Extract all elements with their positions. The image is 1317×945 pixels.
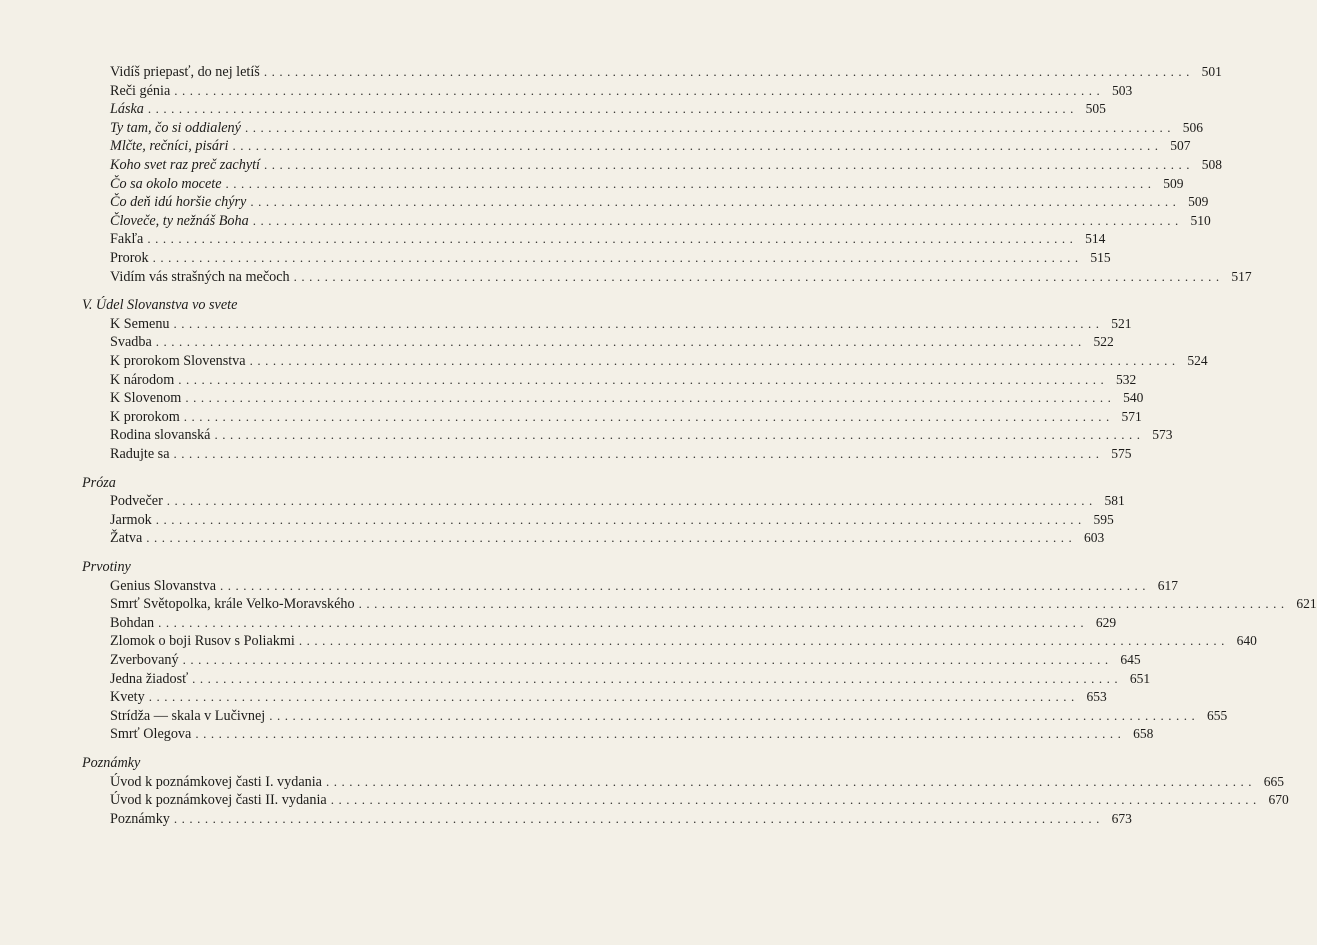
entry-title: Koho svet raz preč zachytí [110,157,260,173]
toc-entry [110,670,1151,688]
entry-page-number: 640 [1236,633,1257,649]
entry-title: Jarmok [110,511,152,528]
dot-leader: ........................................................................................................................ [166,493,1097,509]
dot-leader: ........................................................................................................................ [185,390,1116,406]
entry-title: Prorok [110,250,149,266]
entry-title: Vidíš priepasť, do nej letíš [110,64,260,80]
toc-entry [110,725,1154,743]
entry-page-number: 653 [1086,689,1107,705]
toc-entry [110,63,1222,81]
entry-page-number: 665 [1263,773,1284,789]
dot-leader: ........................................................................................................................ [330,792,1261,808]
entry-title: Čo sa okolo mocete [110,175,222,192]
entry-page-number: 507 [1170,138,1191,154]
toc-entry [110,688,1107,706]
entry-title: Poznámky [110,810,170,827]
toc-entry [110,268,1252,286]
toc-entry [110,315,1132,333]
entry-title: Svadba [110,334,152,351]
toc-entry [110,595,1317,613]
entry-title: Ty tam, čo si oddialený [110,119,241,136]
toc-entry [110,119,1203,137]
dot-leader: ........................................................................................................................ [250,194,1181,210]
dot-leader: ........................................................................................................................ [183,408,1114,424]
toc-entry [110,445,1132,463]
toc-entry [110,333,1114,351]
entry-title: Úvod k poznámkovej časti I. vydania [110,773,322,790]
toc-entry [110,389,1144,407]
dot-leader: ........................................................................................................................ [192,670,1123,686]
toc-entry [110,492,1125,510]
toc-entry [110,529,1105,547]
entry-page-number: 514 [1085,231,1106,247]
entry-page-number: 651 [1129,670,1151,686]
entry-page-number: 510 [1190,212,1211,228]
entry-title: K Slovenom [110,390,182,407]
dot-leader: ........................................................................................................................ [146,530,1077,546]
entry-title: Mlčte, rečníci, pisári [110,138,229,155]
toc-entry [110,156,1222,174]
entry-title: Radujte sa [110,446,170,462]
dot-leader: ........................................................................................................................ [182,652,1113,667]
entry-title: K národom [110,371,175,388]
toc-entry [110,137,1191,155]
toc-entry [110,651,1141,669]
toc-entry [110,614,1117,632]
dot-leader: ........................................................................................................................ [214,427,1145,443]
entry-page-number: 521 [1111,315,1132,331]
dot-leader: ........................................................................................................................ [225,175,1156,191]
entry-page-number: 540 [1123,390,1144,406]
entry-page-number: 524 [1187,353,1208,368]
toc-entry [110,100,1106,118]
toc-entry [110,230,1106,248]
dot-leader: ........................................................................................................................ [174,82,1105,98]
entry-title: Kvety [110,689,145,706]
entry-page-number: 658 [1133,726,1154,742]
entry-title: Jedna žiadosť [110,670,189,687]
dot-leader: ........................................................................................................................ [220,577,1151,593]
entry-page-number: 617 [1157,577,1179,593]
entry-title: Čo deň idú horšie chýry [110,194,247,211]
toc-entry [110,249,1111,267]
entry-title: Rodina slovanská [110,427,211,444]
entry-title: Podvečer [110,493,163,510]
toc-entry [110,707,1228,725]
entry-title: Smrť Olegova [110,726,192,743]
entry-page-number: 670 [1268,792,1289,808]
dot-leader: ........................................................................................................................ [195,726,1126,742]
entry-page-number: 522 [1093,334,1114,350]
toc-entry [110,426,1173,444]
toc-entry [110,511,1114,529]
entry-page-number: 506 [1182,119,1203,135]
entry-title: Žatva [110,530,143,547]
toc-entry [110,352,1208,370]
entry-title: Láska [110,101,144,118]
section-heading: Próza [82,474,116,491]
toc-entry [110,791,1289,809]
dot-leader: ........................................................................................................................ [293,268,1224,284]
toc-entry [110,577,1179,595]
toc-entry [110,371,1137,389]
entry-page-number: 621 [1296,596,1317,612]
toc-entry [110,175,1184,193]
entry-page-number: 673 [1111,810,1132,826]
dot-leader: ........................................................................................................................ [152,250,1083,265]
entry-title: K prorokom [110,408,180,425]
toc-entry [110,810,1132,828]
entry-title: Fakľa [110,231,144,248]
entry-page-number: 505 [1085,101,1106,117]
entry-title: Smrť Světopolka, krále Velko-Moravského [110,596,355,613]
entry-page-number: 645 [1120,652,1141,667]
dot-leader: ........................................................................................................................ [147,101,1078,117]
entry-page-number: 573 [1152,427,1173,443]
entry-page-number: 571 [1121,408,1142,424]
entry-page-number: 517 [1231,268,1252,284]
dot-leader: ........................................................................................................................ [155,334,1086,350]
entry-page-number: 503 [1112,82,1133,98]
entry-page-number: 501 [1201,64,1222,79]
dot-leader: ........................................................................................................................ [158,614,1089,630]
toc-entry [110,193,1209,211]
dot-leader: ........................................................................................................................ [232,138,1163,154]
entry-title: Strídža — skala v Lučivnej [110,707,266,724]
entry-title: Vidím vás strašných na mečoch [110,268,290,285]
dot-leader: ........................................................................................................................ [358,596,1289,612]
entry-page-number: 532 [1115,371,1137,387]
entry-title: K prorokom Slovenstva [110,353,246,369]
dot-leader: ........................................................................................................................ [148,689,1079,705]
entry-page-number: 581 [1104,493,1125,509]
entry-title: Genius Slovanstva [110,577,217,594]
dot-leader: ........................................................................................................................ [173,446,1104,461]
toc-entry [110,212,1211,230]
section-heading: Prvotiny [82,559,131,575]
entry-title: Bohdan [110,614,155,631]
entry-page-number: 509 [1188,194,1209,210]
entry-page-number: 515 [1090,250,1111,265]
dot-leader: ........................................................................................................................ [244,119,1175,135]
entry-page-number: 603 [1084,530,1105,546]
entry-title: Zlomok o boji Rusov s Poliakmi [110,633,295,650]
section-heading: Poznámky [82,755,141,771]
entry-title: K Semenu [110,315,170,332]
entry-page-number: 508 [1201,157,1222,172]
section-heading: V. Údel Slovanstva vo svete [82,297,238,314]
toc-entry [110,773,1284,791]
entry-page-number: 595 [1093,511,1114,527]
toc-entry [110,408,1142,426]
entry-title: Reči génia [110,82,171,99]
dot-leader: ........................................................................................................................ [155,511,1086,527]
entry-page-number: 509 [1163,175,1184,191]
dot-leader: ........................................................................................................................ [298,633,1229,649]
dot-leader: ........................................................................................................................ [252,212,1183,228]
dot-leader: ........................................................................................................................ [178,371,1109,387]
dot-leader: ........................................................................................................................ [173,315,1104,331]
dot-leader: ........................................................................................................................ [147,231,1078,247]
entry-title: Úvod k poznámkovej časti II. vydania [110,792,327,809]
toc-entry [110,82,1133,100]
dot-leader: ........................................................................................................................ [249,353,1180,368]
entry-page-number: 629 [1095,614,1117,630]
entry-page-number: 655 [1206,707,1228,723]
toc-entry [110,632,1257,650]
dot-leader: ........................................................................................................................ [264,157,1194,172]
entry-page-number: 575 [1111,446,1132,461]
dot-leader: ........................................................................................................................ [263,64,1194,79]
entry-title: Človeče, ty nežnáš Boha [110,212,249,229]
entry-title: Zverbovaný [110,652,179,668]
dot-leader: ........................................................................................................................ [269,707,1200,723]
dot-leader: ........................................................................................................................ [173,810,1104,826]
dot-leader: ........................................................................................................................ [325,773,1256,789]
